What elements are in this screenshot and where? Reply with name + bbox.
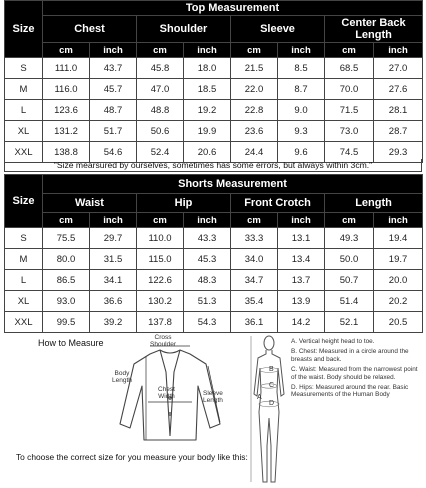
measurement-cell: 19.7	[374, 249, 423, 270]
measurement-cell: 36.1	[231, 312, 278, 333]
measurement-cell: 48.3	[184, 270, 231, 291]
measurement-cell: 99.5	[43, 312, 90, 333]
how-to-measure-title: How to Measure	[38, 338, 104, 348]
group-header: Waist	[43, 194, 137, 213]
unit-header: inch	[184, 43, 231, 58]
unit-header: inch	[90, 43, 137, 58]
measurement-cell: 20.0	[374, 270, 423, 291]
measurement-cell: 27.0	[374, 58, 423, 79]
measurement-cell: 13.1	[278, 228, 325, 249]
letter-a-label: A	[257, 394, 262, 401]
letter-d-label: D	[269, 400, 275, 407]
measurement-cell: 54.6	[90, 142, 137, 163]
measurement-cell: 18.5	[184, 79, 231, 100]
unit-header: cm	[231, 43, 278, 58]
top-measurement-table	[4, 0, 423, 163]
measurement-cell: 70.0	[325, 79, 374, 100]
size-cell: XL	[5, 291, 43, 312]
measurement-cell: 73.0	[325, 121, 374, 142]
body-length-label: Body Length	[112, 370, 132, 384]
measurement-cell: 110.0	[137, 228, 184, 249]
unit-header: inch	[278, 213, 325, 228]
measurement-cell: 23.6	[231, 121, 278, 142]
unit-header: cm	[325, 43, 374, 58]
table-row	[5, 249, 423, 270]
measurement-cell: 14.2	[278, 312, 325, 333]
measurement-cell: 18.0	[184, 58, 231, 79]
measurement-cell: 48.8	[137, 100, 184, 121]
measurement-cell: 45.7	[90, 79, 137, 100]
size-cell: S	[5, 228, 43, 249]
measurement-cell: 130.2	[137, 291, 184, 312]
group-header: Center Back Length	[325, 16, 423, 43]
table-title: Shorts Measurement	[43, 175, 423, 194]
measurement-cell: 35.4	[231, 291, 278, 312]
unit-header: inch	[278, 43, 325, 58]
measurement-cell: 45.3	[184, 249, 231, 270]
measurement-cell: 19.4	[374, 228, 423, 249]
shorts-measurement-table	[4, 174, 423, 333]
measurement-cell: 68.5	[325, 58, 374, 79]
measurement-cell: 19.2	[184, 100, 231, 121]
note-b: B. Chest: Measured in a circle around the breasts and back.	[291, 348, 409, 363]
table-row	[5, 270, 423, 291]
group-header: Chest	[43, 16, 137, 43]
unit-header: cm	[325, 213, 374, 228]
measurement-cell: 43.3	[184, 228, 231, 249]
size-cell: S	[5, 58, 43, 79]
measurement-cell: 8.7	[278, 79, 325, 100]
group-header: Length	[325, 194, 423, 213]
measurement-cell: 13.9	[278, 291, 325, 312]
measurement-cell: 50.6	[137, 121, 184, 142]
measurement-cell: 22.0	[231, 79, 278, 100]
measurement-cell: 51.7	[90, 121, 137, 142]
measurement-cell: 34.0	[231, 249, 278, 270]
size-cell: M	[5, 249, 43, 270]
measurement-cell: 34.7	[231, 270, 278, 291]
measurement-cell: 48.7	[90, 100, 137, 121]
table-row	[5, 100, 423, 121]
measurement-cell: 29.7	[90, 228, 137, 249]
measurement-cell: 13.7	[278, 270, 325, 291]
measurement-cell: 28.1	[374, 100, 423, 121]
unit-header: inch	[184, 213, 231, 228]
table-title: Top Measurement	[43, 1, 423, 16]
table-row	[5, 58, 423, 79]
measurement-cell: 9.3	[278, 121, 325, 142]
group-header: Shoulder	[137, 16, 231, 43]
body-figure-icon	[248, 334, 290, 486]
measurement-cell: 54.3	[184, 312, 231, 333]
measurement-cell: 52.4	[137, 142, 184, 163]
table-row	[5, 291, 423, 312]
size-cell: XXL	[5, 312, 43, 333]
size-cell: L	[5, 270, 43, 291]
unit-header: cm	[231, 213, 278, 228]
unit-header: cm	[43, 43, 90, 58]
unit-header: inch	[90, 213, 137, 228]
unit-header: cm	[137, 213, 184, 228]
group-header: Hip	[137, 194, 231, 213]
measurement-cell: 74.5	[325, 142, 374, 163]
letter-b-label: B	[269, 366, 274, 373]
measurement-cell: 75.5	[43, 228, 90, 249]
cross-shoulder-label: Cross Shoulder	[150, 334, 177, 348]
measurement-cell: 28.7	[374, 121, 423, 142]
table-row	[5, 312, 423, 333]
measurement-cell: 34.1	[90, 270, 137, 291]
measurement-cell: 33.3	[231, 228, 278, 249]
measurement-cell: 47.0	[137, 79, 184, 100]
measurement-cell: 80.0	[43, 249, 90, 270]
measurement-cell: 131.2	[43, 121, 90, 142]
measurement-cell: 137.8	[137, 312, 184, 333]
unit-header: inch	[374, 213, 423, 228]
instruction-text: To choose the correct size for you measure your body like this:	[16, 452, 248, 462]
measurement-cell: 71.5	[325, 100, 374, 121]
measurement-cell: 19.9	[184, 121, 231, 142]
group-header: Front Crotch	[231, 194, 325, 213]
size-cell: L	[5, 100, 43, 121]
measurement-cell: 22.8	[231, 100, 278, 121]
measurement-notes	[291, 338, 423, 402]
table-row	[5, 228, 423, 249]
note-c: C. Waist: Measured from the narrowest point of the waist. Body should be relaxed.	[291, 366, 418, 381]
measurement-note: "Size mearsured by ourselves, sometimes has some errors, but always within 3cm."	[4, 159, 422, 172]
measurement-cell: 21.5	[231, 58, 278, 79]
size-cell: XL	[5, 121, 43, 142]
measurement-cell: 20.6	[184, 142, 231, 163]
unit-header: cm	[43, 213, 90, 228]
size-column-header: Size	[5, 1, 43, 58]
note-a: A. Vertical height head to toe.	[291, 338, 375, 345]
letter-c-label: C	[269, 382, 275, 389]
measurement-cell: 111.0	[43, 58, 90, 79]
measurement-cell: 86.5	[43, 270, 90, 291]
measurement-cell: 116.0	[43, 79, 90, 100]
size-column-header: Size	[5, 175, 43, 228]
measurement-cell: 9.0	[278, 100, 325, 121]
measurement-cell: 51.4	[325, 291, 374, 312]
measurement-cell: 50.7	[325, 270, 374, 291]
size-cell: XXL	[5, 142, 43, 163]
table-row	[5, 121, 423, 142]
table-row	[5, 79, 423, 100]
measurement-cell: 13.4	[278, 249, 325, 270]
measurement-cell: 29.3	[374, 142, 423, 163]
measurement-cell: 39.2	[90, 312, 137, 333]
size-cell: M	[5, 79, 43, 100]
measurement-cell: 43.7	[90, 58, 137, 79]
sleeve-length-label: Sleeve Length	[203, 390, 223, 404]
measurement-cell: 20.5	[374, 312, 423, 333]
chest-width-label: Chest Width	[158, 386, 175, 400]
measurement-cell: 45.8	[137, 58, 184, 79]
measurement-cell: 49.3	[325, 228, 374, 249]
unit-header: inch	[374, 43, 423, 58]
measurement-cell: 9.6	[278, 142, 325, 163]
measurement-cell: 52.1	[325, 312, 374, 333]
measurement-cell: 93.0	[43, 291, 90, 312]
measurement-cell: 24.4	[231, 142, 278, 163]
measurement-cell: 122.6	[137, 270, 184, 291]
how-to-measure-section	[0, 332, 426, 488]
measurement-cell: 27.6	[374, 79, 423, 100]
measurement-cell: 31.5	[90, 249, 137, 270]
unit-header: cm	[137, 43, 184, 58]
group-header: Sleeve	[231, 16, 325, 43]
measurement-cell: 138.8	[43, 142, 90, 163]
measurement-cell: 51.3	[184, 291, 231, 312]
measurement-cell: 50.0	[325, 249, 374, 270]
note-d: D. Hips: Measured around the rear. Basic Measurements of the Human Body	[291, 384, 409, 399]
measurement-cell: 123.6	[43, 100, 90, 121]
measurement-cell: 115.0	[137, 249, 184, 270]
measurement-cell: 20.2	[374, 291, 423, 312]
measurement-cell: 36.6	[90, 291, 137, 312]
measurement-cell: 8.5	[278, 58, 325, 79]
